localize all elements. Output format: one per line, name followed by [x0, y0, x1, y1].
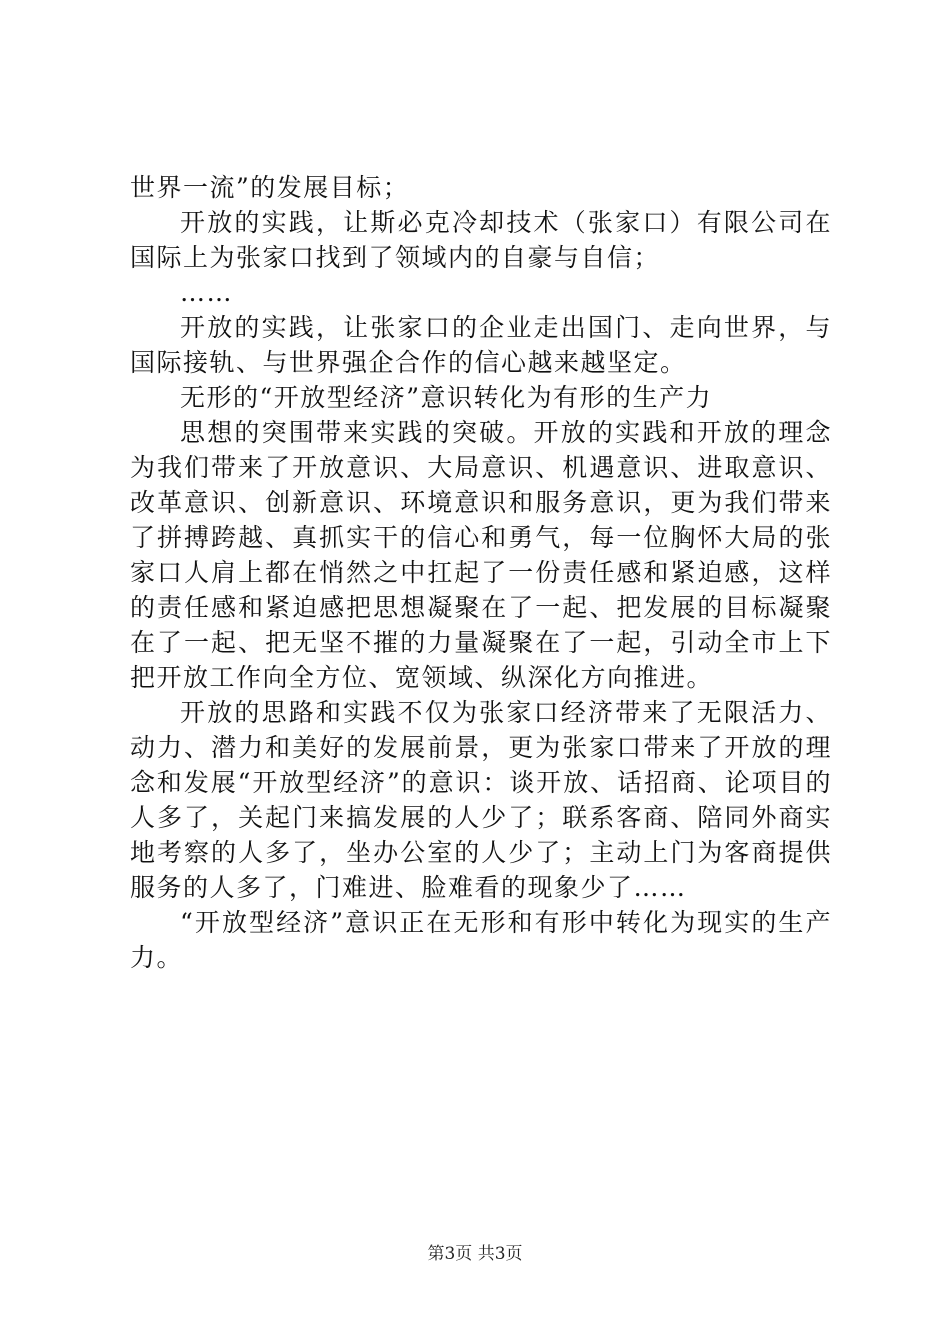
paragraph-spx-cooling: 开放的实践，让斯必克冷却技术（张家口）有限公司在国际上为张家口找到了领域内的自豪与自信； [130, 208, 832, 272]
section-heading: 无形的“开放型经济”意识转化为有形的生产力 [180, 383, 713, 412]
paragraph-goal-ending: 世界一流”的发展目标； [130, 173, 410, 202]
paragraph-conclusion: “开放型经济”意识正在无形和有形中转化为现实的生产力。 [130, 908, 832, 972]
page-footer [0, 1243, 950, 1265]
document-body [130, 170, 832, 975]
paragraph-enterprises-going-global: 开放的实践，让张家口的企业走出国门、走向世界，与国际接轨、与世界强企合作的信心越来越坚定。 [130, 313, 832, 377]
paragraph-breakthrough: 思想的突围带来实践的突破。开放的实践和开放的理念为我们带来了开放意识、大局意识、机遇意识、进取意识、改革意识、创新意识、环境意识和服务意识，更为我们带来了拼搏跨越、真抓实干的信心和勇气，每一位胸怀大局的张家口人肩上都在悄然之中扛起了一份责任感和紧迫感，这样的责任感和紧迫感把思想凝聚在了一起、把发展的目标凝聚在了一起、把无坚不摧的力量凝聚在了一起，引动全市上下把开放工作向全方位、宽领域、纵深化方向推进。 [130, 418, 832, 692]
paragraph-ellipsis: …… [180, 278, 233, 307]
page-number-label: 第3页 共3页 [427, 1244, 523, 1264]
paragraph-open-thinking: 开放的思路和实践不仅为张家口经济带来了无限活力、动力、潜力和美好的发展前景，更为张家口带来了开放的理念和发展“开放型经济”的意识：谈开放、话招商、论项目的人多了，关起门来搞发展的人少了；联系客商、陪同外商实地考察的人多了，坐办公室的人少了；主动上门为客商提供服务的人多了，门难进、脸难看的现象少了…… [130, 698, 832, 902]
